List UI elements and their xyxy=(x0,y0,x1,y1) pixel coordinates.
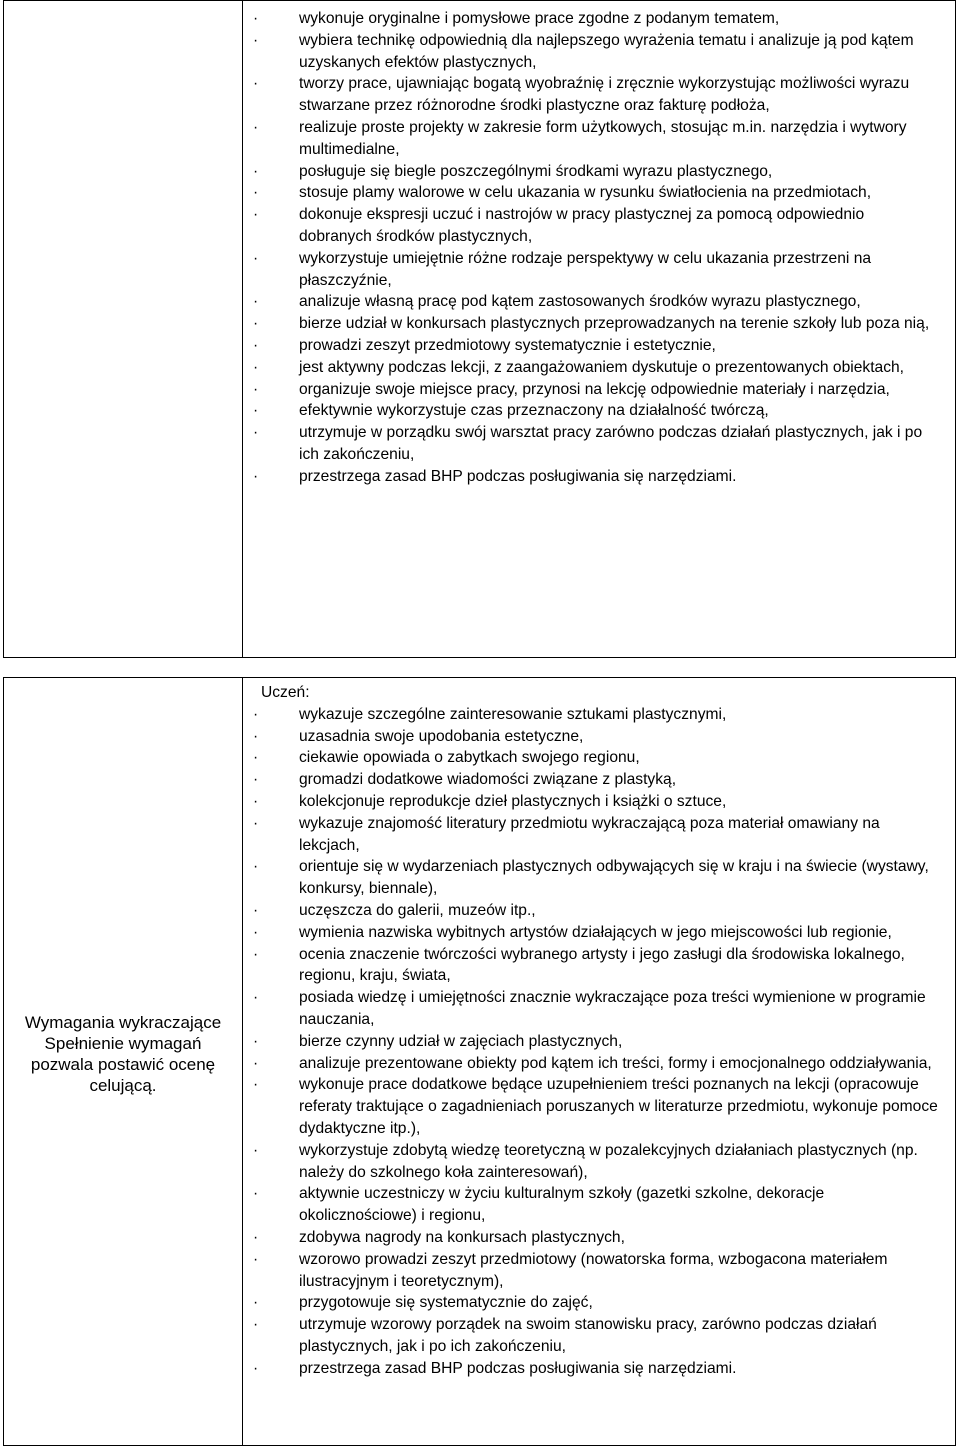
requirements-cell xyxy=(243,678,955,1445)
level-cell xyxy=(4,678,243,1445)
list-item: · posługuje się biegle poszczególnymi środkami wyrazu plastycznego, xyxy=(243,161,955,183)
requirements-table-continued xyxy=(3,0,956,658)
list-item: · wykorzystuje zdobytą wiedzę teoretyczną w pozalekcyjnych działaniach plastycznych (np. należy do szkolnego koła zainteresowań), xyxy=(243,1140,955,1184)
level-cell-empty xyxy=(4,1,243,657)
list-item: · wykonuje oryginalne i pomysłowe prace zgodne z podanym tematem, xyxy=(243,8,955,30)
list-item: · przygotowuje się systematycznie do zajęć, xyxy=(243,1292,955,1314)
student-label: Uczeń: xyxy=(261,684,310,701)
list-item: · efektywnie wykorzystuje czas przeznaczony na działalność twórczą, xyxy=(243,400,955,422)
list-item: · wzorowo prowadzi zeszyt przedmiotowy (nowatorska forma, wzbogacona materiałem ilustracyjnym i teoretycznym), xyxy=(243,1249,955,1293)
list-item: · jest aktywny podczas lekcji, z zaangażowaniem dyskutuje o prezentowanych obiektach, xyxy=(243,357,955,379)
list-item: · gromadzi dodatkowe wiadomości związane z plastyką, xyxy=(243,769,955,791)
requirements-list xyxy=(243,1,955,488)
requirements-cell xyxy=(243,1,955,657)
list-item: · prowadzi zeszyt przedmiotowy systematycznie i estetycznie, xyxy=(243,335,955,357)
list-item: · utrzymuje w porządku swój warsztat pracy zarówno podczas działań plastycznych, jak i po ich zakończeniu, xyxy=(243,422,955,466)
list-item: · wybiera technikę odpowiednią dla najlepszego wyrażenia tematu i analizuje ją pod kątem uzyskanych efektów plastycznych, xyxy=(243,30,955,74)
list-item: · utrzymuje wzorowy porządek na swoim stanowisku pracy, zarówno podczas działań plastycznych, jak i po ich zakończeniu, xyxy=(243,1314,955,1358)
list-item: · posiada wiedzę i umiejętności znacznie wykraczające poza treści wymienione w programie nauczania, xyxy=(243,987,955,1031)
list-item: · kolekcjonuje reprodukcje dzieł plastycznych i książki o sztuce, xyxy=(243,791,955,813)
level-description xyxy=(4,1012,242,1096)
list-item: · bierze czynny udział w zajęciach plastycznych, xyxy=(243,1031,955,1053)
requirements-table-exceeding xyxy=(3,677,956,1446)
list-item: · tworzy prace, ujawniając bogatą wyobraźnię i zręcznie wykorzystując możliwości wyrazu stwarzane przez różnorodne środki plastyczne oraz fakturę podłoża, xyxy=(243,73,955,117)
list-item: · bierze udział w konkursach plastycznych przeprowadzanych na terenie szkoły lub poza nią, xyxy=(243,313,955,335)
level-grade-note: Spełnienie wymagań pozwala postawić ocenę celującą. xyxy=(30,1034,216,1095)
list-item: · przestrzega zasad BHP podczas posługiwania się narzędziami. xyxy=(243,1358,955,1380)
list-item: · analizuje własną pracę pod kątem zastosowanych środków wyrazu plastycznego, xyxy=(243,291,955,313)
list-item: · wykazuje znajomość literatury przedmiotu wykraczającą poza materiał omawiany na lekcjach, xyxy=(243,813,955,857)
list-item: · wykorzystuje umiejętnie różne rodzaje perspektywy w celu ukazania przestrzeni na płaszczyźnie, xyxy=(243,248,955,292)
list-item: · stosuje plamy walorowe w celu ukazania w rysunku światłocienia na przedmiotach, xyxy=(243,182,955,204)
list-item: · uczęszcza do galerii, muzeów itp., xyxy=(243,900,955,922)
level-title: Wymagania wykraczające xyxy=(24,1013,222,1032)
list-item: · ciekawie opowiada o zabytkach swojego regionu, xyxy=(243,747,955,769)
requirements-list xyxy=(243,704,955,1380)
list-item: · wymienia nazwiska wybitnych artystów działających w jego miejscowości lub regionie, xyxy=(243,922,955,944)
list-item: · realizuje proste projekty w zakresie form użytkowych, stosując m.in. narzędzia i wytwory multimedialne, xyxy=(243,117,955,161)
list-item: · ocenia znaczenie twórczości wybranego artysty i jego zasługi dla środowiska lokalnego, regionu, kraju, świata, xyxy=(243,944,955,988)
list-item: · uzasadnia swoje upodobania estetyczne, xyxy=(243,726,955,748)
list-item: · dokonuje ekspresji uczuć i nastrojów w pracy plastycznej za pomocą odpowiednio dobranych środków plastycznych, xyxy=(243,204,955,248)
list-item: · zdobywa nagrody na konkursach plastycznych, xyxy=(243,1227,955,1249)
list-item: · orientuje się w wydarzeniach plastycznych odbywających się w kraju i na świecie (wystawy, konkursy, biennale), xyxy=(243,856,955,900)
list-item: · wykonuje prace dodatkowe będące uzupełnieniem treści poznanych na lekcji (opracowuje referaty traktujące o zagadnieniach poruszanych w literaturze przedmiotu, wykonuje pomoce dydaktyczne itp.), xyxy=(243,1074,955,1139)
list-item: · analizuje prezentowane obiekty pod kątem ich treści, formy i emocjonalnego oddziaływania, xyxy=(243,1053,955,1075)
list-item: · przestrzega zasad BHP podczas posługiwania się narzędziami. xyxy=(243,466,955,488)
list-item: · aktywnie uczestniczy w życiu kulturalnym szkoły (gazetki szkolne, dekoracje okolicznościowe) i regionu, xyxy=(243,1183,955,1227)
list-item: · organizuje swoje miejsce pracy, przynosi na lekcję odpowiednie materiały i narzędzia, xyxy=(243,379,955,401)
list-item: · wykazuje szczególne zainteresowanie sztukami plastycznymi, xyxy=(243,704,955,726)
